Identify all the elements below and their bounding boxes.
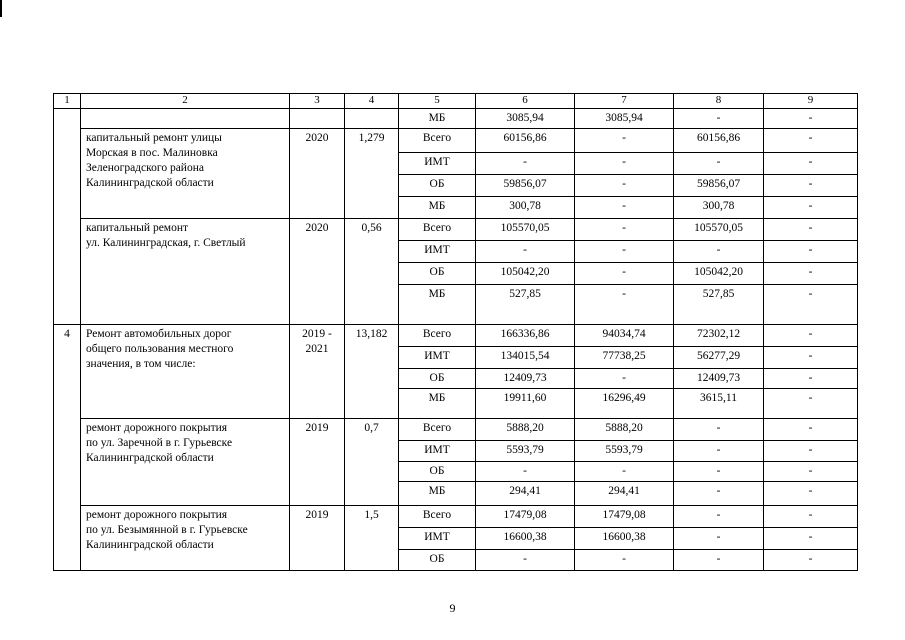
column-header-5: 5 bbox=[399, 94, 476, 109]
amount-col8: 3615,11 bbox=[674, 388, 764, 418]
amount-col6: 134015,54 bbox=[476, 346, 575, 368]
amount-col6: 12409,73 bbox=[476, 368, 575, 388]
amount-col7: - bbox=[575, 368, 674, 388]
year-cell bbox=[290, 109, 345, 129]
table-row bbox=[54, 505, 858, 527]
amount-col9: - bbox=[764, 346, 858, 368]
table-row bbox=[54, 109, 858, 129]
amount-col7: - bbox=[575, 240, 674, 262]
column-header-1: 1 bbox=[54, 94, 81, 109]
object-length: 1,5 bbox=[345, 505, 399, 570]
amount-col8: 300,78 bbox=[674, 196, 764, 218]
funding-source: Всего bbox=[399, 128, 476, 152]
amount-col9: - bbox=[764, 196, 858, 218]
amount-col6: 17479,08 bbox=[476, 505, 575, 527]
amount-col6: 294,41 bbox=[476, 481, 575, 505]
amount-col6: 105042,20 bbox=[476, 262, 575, 284]
column-header-7: 7 bbox=[575, 94, 674, 109]
funding-source: ИМТ bbox=[399, 346, 476, 368]
amount-col8: - bbox=[674, 461, 764, 481]
column-header-2: 2 bbox=[81, 94, 290, 109]
amount-col8: 105570,05 bbox=[674, 218, 764, 240]
amount-col6: 59856,07 bbox=[476, 174, 575, 196]
amount-col7: 3085,94 bbox=[575, 109, 674, 129]
amount-col8: - bbox=[674, 440, 764, 461]
object-description: капитальный ремонт улицы Морская в пос. Малиновка Зеленоградского района Калининградской области bbox=[81, 128, 290, 218]
amount-col8: 60156,86 bbox=[674, 128, 764, 152]
funding-source: ОБ bbox=[399, 368, 476, 388]
amount-col7: - bbox=[575, 196, 674, 218]
funding-table bbox=[53, 93, 858, 571]
table-row bbox=[54, 128, 858, 152]
amount-col6: 3085,94 bbox=[476, 109, 575, 129]
amount-col7: - bbox=[575, 152, 674, 174]
amount-col9: - bbox=[764, 388, 858, 418]
amount-col7: - bbox=[575, 128, 674, 152]
funding-source: Всего bbox=[399, 218, 476, 240]
object-year: 2019 - 2021 bbox=[290, 324, 345, 418]
amount-col8: 72302,12 bbox=[674, 324, 764, 346]
funding-source: Всего bbox=[399, 418, 476, 440]
funding-source: ОБ bbox=[399, 461, 476, 481]
funding-source: ИМТ bbox=[399, 152, 476, 174]
funding-source: МБ bbox=[399, 109, 476, 129]
object-description: Ремонт автомобильных дорог общего пользования местного значения, в том числе: bbox=[81, 324, 290, 418]
amount-col8: 56277,29 bbox=[674, 346, 764, 368]
funding-source: МБ bbox=[399, 481, 476, 505]
object-description: ремонт дорожного покрытия по ул. Заречной в г. Гурьевске Калининградской области bbox=[81, 418, 290, 505]
amount-col9: - bbox=[764, 505, 858, 527]
amount-col7: 294,41 bbox=[575, 481, 674, 505]
amount-col7: 5593,79 bbox=[575, 440, 674, 461]
object-year: 2019 bbox=[290, 505, 345, 570]
amount-col8: 59856,07 bbox=[674, 174, 764, 196]
amount-col9: - bbox=[764, 324, 858, 346]
amount-col6: 166336,86 bbox=[476, 324, 575, 346]
amount-col7: - bbox=[575, 284, 674, 324]
amount-col6: 527,85 bbox=[476, 284, 575, 324]
funding-source: ОБ bbox=[399, 174, 476, 196]
amount-col9: - bbox=[764, 174, 858, 196]
funding-source: МБ bbox=[399, 196, 476, 218]
amount-col6: 5888,20 bbox=[476, 418, 575, 440]
page-number: 9 bbox=[449, 601, 456, 615]
amount-col9: - bbox=[764, 109, 858, 129]
amount-col6: 16600,38 bbox=[476, 527, 575, 549]
amount-col9: - bbox=[764, 461, 858, 481]
table-row bbox=[54, 218, 858, 240]
amount-col7: 77738,25 bbox=[575, 346, 674, 368]
funding-source: ИМТ bbox=[399, 527, 476, 549]
amount-col9: - bbox=[764, 368, 858, 388]
object-description: ремонт дорожного покрытия по ул. Безымянной в г. Гурьевске Калининградской области bbox=[81, 505, 290, 570]
object-length: 0,7 bbox=[345, 418, 399, 505]
amount-col8: - bbox=[674, 481, 764, 505]
funding-source: ИМТ bbox=[399, 440, 476, 461]
column-header-3: 3 bbox=[290, 94, 345, 109]
row-number-cell bbox=[54, 109, 81, 325]
amount-col9: - bbox=[764, 527, 858, 549]
amount-col9: - bbox=[764, 218, 858, 240]
amount-col6: - bbox=[476, 240, 575, 262]
amount-col6: 105570,05 bbox=[476, 218, 575, 240]
amount-col6: 60156,86 bbox=[476, 128, 575, 152]
amount-col7: - bbox=[575, 174, 674, 196]
amount-col7: 16600,38 bbox=[575, 527, 674, 549]
amount-col9: - bbox=[764, 262, 858, 284]
funding-source: МБ bbox=[399, 388, 476, 418]
amount-col8: 527,85 bbox=[674, 284, 764, 324]
amount-col9: - bbox=[764, 128, 858, 152]
object-year: 2020 bbox=[290, 128, 345, 218]
column-number-row bbox=[54, 94, 858, 109]
length-cell bbox=[345, 109, 399, 129]
amount-col8: - bbox=[674, 109, 764, 129]
amount-col9: - bbox=[764, 418, 858, 440]
object-length: 1,279 bbox=[345, 128, 399, 218]
amount-col7: - bbox=[575, 461, 674, 481]
funding-source: Всего bbox=[399, 505, 476, 527]
object-year: 2020 bbox=[290, 218, 345, 324]
table-row bbox=[54, 418, 858, 440]
amount-col6: 300,78 bbox=[476, 196, 575, 218]
amount-col7: 5888,20 bbox=[575, 418, 674, 440]
column-header-4: 4 bbox=[345, 94, 399, 109]
funding-source: ОБ bbox=[399, 262, 476, 284]
amount-col9: - bbox=[764, 440, 858, 461]
amount-col7: - bbox=[575, 262, 674, 284]
description-cell bbox=[81, 109, 290, 129]
amount-col8: - bbox=[674, 152, 764, 174]
column-header-8: 8 bbox=[674, 94, 764, 109]
amount-col7: - bbox=[575, 218, 674, 240]
funding-source: ИМТ bbox=[399, 240, 476, 262]
amount-col7: 94034,74 bbox=[575, 324, 674, 346]
amount-col8: 12409,73 bbox=[674, 368, 764, 388]
amount-col8: - bbox=[674, 240, 764, 262]
scan-margin-mark bbox=[0, 0, 2, 17]
amount-col8: - bbox=[674, 418, 764, 440]
funding-source: МБ bbox=[399, 284, 476, 324]
amount-col9: - bbox=[764, 240, 858, 262]
amount-col7: 17479,08 bbox=[575, 505, 674, 527]
funding-source: ОБ bbox=[399, 549, 476, 570]
amount-col6: - bbox=[476, 461, 575, 481]
amount-col7: - bbox=[575, 549, 674, 570]
object-year: 2019 bbox=[290, 418, 345, 505]
table-row bbox=[54, 324, 858, 346]
amount-col9: - bbox=[764, 549, 858, 570]
amount-col6: 19911,60 bbox=[476, 388, 575, 418]
object-length: 0,56 bbox=[345, 218, 399, 324]
amount-col6: - bbox=[476, 549, 575, 570]
column-header-9: 9 bbox=[764, 94, 858, 109]
amount-col9: - bbox=[764, 481, 858, 505]
amount-col8: 105042,20 bbox=[674, 262, 764, 284]
amount-col6: - bbox=[476, 152, 575, 174]
amount-col7: 16296,49 bbox=[575, 388, 674, 418]
amount-col8: - bbox=[674, 527, 764, 549]
amount-col6: 5593,79 bbox=[476, 440, 575, 461]
amount-col8: - bbox=[674, 549, 764, 570]
column-header-6: 6 bbox=[476, 94, 575, 109]
amount-col9: - bbox=[764, 152, 858, 174]
amount-col9: - bbox=[764, 284, 858, 324]
funding-source: Всего bbox=[399, 324, 476, 346]
amount-col8: - bbox=[674, 505, 764, 527]
row-number-cell: 4 bbox=[54, 324, 81, 570]
object-description: капитальный ремонт ул. Калининградская, г. Светлый bbox=[81, 218, 290, 324]
object-length: 13,182 bbox=[345, 324, 399, 418]
